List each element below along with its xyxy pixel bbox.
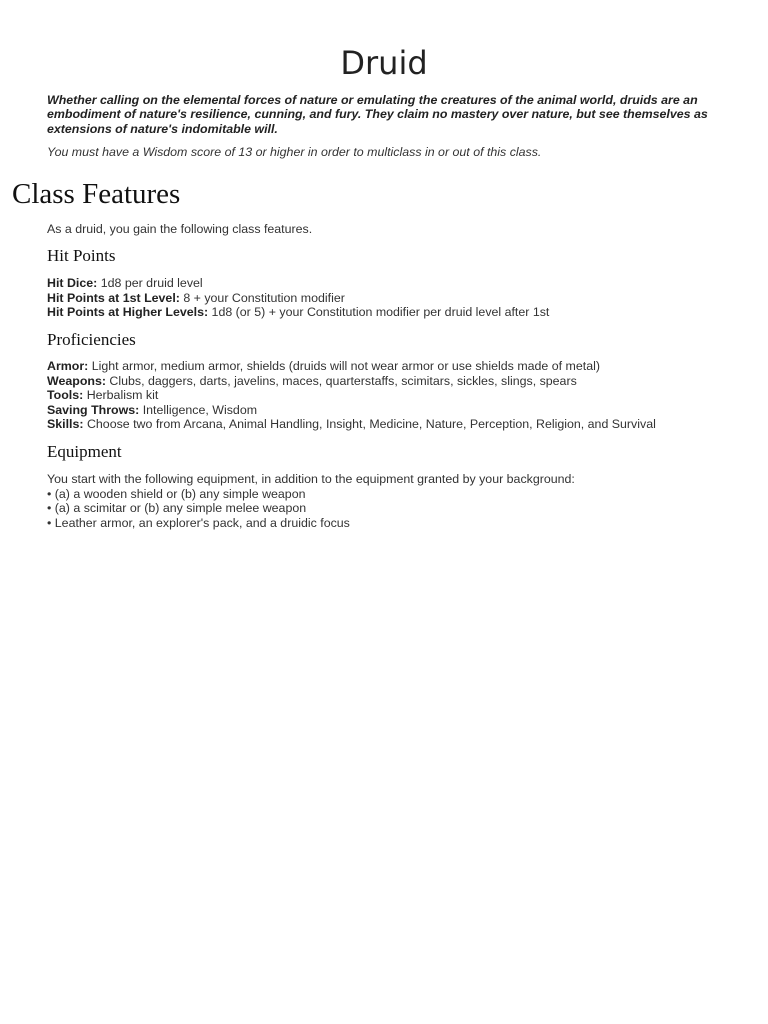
equipment-heading: Equipment	[47, 442, 122, 461]
hit-points-row	[47, 276, 747, 291]
proficiencies-heading: Proficiencies	[47, 330, 136, 349]
hit-points-row-value: 1d8 (or 5) + your Constitution modifier per druid level after 1st	[208, 305, 550, 320]
proficiencies-list	[47, 359, 747, 432]
proficiency-row-label: Skills:	[47, 417, 84, 432]
intro-paragraph: Whether calling on the elemental forces of nature or emulating the creatures of the animal world, druids are an embodiment of nature's resilience, cunning, and fury. They claim no mastery over nature, but see themselves as extensions of nature's indomitable will.	[47, 93, 708, 136]
proficiency-row	[47, 417, 747, 432]
proficiency-row	[47, 403, 747, 418]
equipment-item: • (a) a wooden shield or (b) any simple weapon	[47, 486, 306, 501]
proficiency-row-label: Weapons:	[47, 373, 106, 388]
multiclass-note: You must have a Wisdom score of 13 or higher in order to multiclass in or out of this class.	[47, 145, 542, 159]
proficiency-row-label: Saving Throws:	[47, 402, 140, 417]
proficiency-row-value: Clubs, daggers, darts, javelins, maces, quarterstaffs, scimitars, sickles, slings, spears	[105, 373, 577, 388]
proficiency-row-value: Light armor, medium armor, shields (druids will not wear armor or use shields made of metal)	[88, 359, 600, 373]
proficiency-row	[47, 359, 747, 374]
class-features-intro-text: As a druid, you gain the following class features.	[47, 222, 313, 236]
hit-points-row-value: 1d8 per druid level	[97, 276, 203, 290]
equipment-item: • (a) a scimitar or (b) any simple melee weapon	[47, 501, 307, 516]
hit-points-row	[47, 305, 747, 320]
proficiency-row-label: Armor:	[47, 359, 89, 373]
proficiency-row-value: Intelligence, Wisdom	[139, 402, 258, 417]
equipment-intro: You start with the following equipment, in addition to the equipment granted by your background:	[47, 472, 575, 486]
hit-points-heading: Hit Points	[47, 246, 116, 265]
hit-points-row	[47, 291, 747, 306]
proficiency-row	[47, 388, 747, 403]
hit-points-row-value: 8 + your Constitution modifier	[179, 290, 345, 305]
proficiency-row-value: Herbalism kit	[83, 388, 159, 403]
equipment-item: • Leather armor, an explorer's pack, and a druidic focus	[47, 515, 350, 530]
page-title: Druid	[340, 44, 428, 82]
class-features-intro	[47, 222, 747, 237]
proficiency-row	[47, 374, 747, 389]
proficiency-row-value: Choose two from Arcana, Animal Handling, Insight, Medicine, Nature, Perception, Religion, and Survival	[83, 417, 656, 432]
hit-points-row-label: Hit Dice:	[47, 276, 98, 290]
class-features-heading: Class Features	[12, 178, 181, 210]
hit-points-list	[47, 276, 747, 320]
proficiency-row-label: Tools:	[47, 388, 84, 403]
hit-points-row-label: Hit Points at Higher Levels:	[47, 305, 209, 320]
equipment-list	[47, 472, 747, 530]
hit-points-row-label: Hit Points at 1st Level:	[47, 290, 180, 305]
